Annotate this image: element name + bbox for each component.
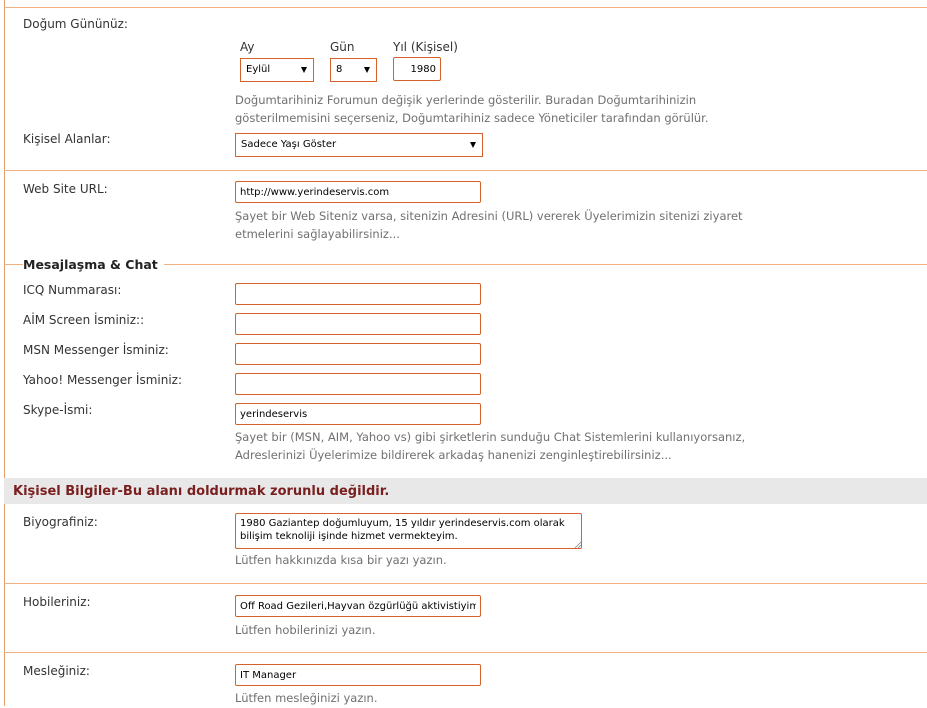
chevron-down-icon	[301, 67, 307, 73]
hobbies-input[interactable]	[235, 595, 481, 617]
day-label: Gün	[330, 40, 355, 54]
separator	[4, 652, 927, 653]
personal-section-title: Kişisel Bilgiler-Bu alanı doldurmak zorunlu değildir.	[13, 484, 390, 499]
bio-help: Lütfen hakkınızda kısa bir yazı yazın.	[235, 553, 447, 567]
resize-grip-icon[interactable]	[574, 541, 581, 548]
messaging-help-line1: Şayet bir (MSN, AIM, Yahoo vs) gibi şirketlerin sunduğu Chat Sistemlerini kullanıyorsanız,	[235, 430, 746, 444]
birthday-help-line2: gösterilmemisini seçerseniz, Doğumtarihiniz sadece Yöneticiler tarafından görülür.	[235, 111, 709, 125]
icq-label: ICQ Nummarası:	[23, 283, 122, 297]
private-fields-select[interactable]	[235, 133, 483, 157]
month-select[interactable]	[240, 58, 314, 82]
website-help-line1: Şayet bir Web Siteniz varsa, sitenizin Adresini (URL) vererek Üyelerimizin sitenizi ziyaret	[235, 209, 743, 223]
msn-label: MSN Messenger İsminiz:	[23, 343, 169, 357]
private-fields-value: Sadece Yaşı Göster	[241, 139, 337, 150]
messaging-section-title: Mesajlaşma & Chat	[23, 257, 164, 272]
aim-label: AİM Screen İsminiz::	[23, 313, 145, 327]
year-input[interactable]	[393, 57, 441, 81]
job-label: Mesleğiniz:	[23, 664, 90, 678]
chevron-down-icon	[470, 142, 476, 148]
year-label: Yıl (Kişisel)	[393, 40, 458, 54]
website-input[interactable]	[235, 181, 481, 203]
icq-input[interactable]	[235, 283, 481, 305]
hobbies-help: Lütfen hobilerinizi yazın.	[235, 623, 376, 637]
website-label: Web Site URL:	[23, 182, 108, 196]
separator	[4, 170, 927, 171]
separator	[4, 7, 927, 8]
job-input[interactable]	[235, 664, 481, 686]
job-help: Lütfen mesleğinizi yazın.	[235, 691, 378, 705]
messaging-help-line2: Adreslerinizi Üyelerimize bildirerek arkadaş hanenizi zenginleştirebilirsiniz...	[235, 448, 672, 462]
day-select-value: 8	[336, 64, 343, 75]
msn-input[interactable]	[235, 343, 481, 365]
birthday-help-line1: Doğumtarihiniz Forumun değişik yerlerinde gösterilir. Buradan Doğumtarihinizin	[235, 93, 697, 107]
month-select-value: Eylül	[246, 64, 271, 75]
left-border	[4, 0, 5, 706]
separator	[4, 583, 927, 584]
birthday-label: Doğum Gününüz:	[23, 17, 128, 31]
skype-input[interactable]	[235, 403, 481, 425]
private-fields-label: Kişisel Alanlar:	[23, 132, 111, 146]
bio-textarea[interactable]	[235, 513, 582, 549]
skype-label: Skype-İsmi:	[23, 403, 93, 417]
aim-input[interactable]	[235, 313, 481, 335]
yahoo-input[interactable]	[235, 373, 481, 395]
hobbies-label: Hobileriniz:	[23, 595, 91, 609]
website-help-line2: etmelerini sağlayabilirsiniz...	[235, 227, 400, 241]
bio-label: Biyografiniz:	[23, 515, 98, 529]
day-select[interactable]	[330, 58, 377, 82]
chevron-down-icon	[364, 67, 370, 73]
month-label: Ay	[240, 40, 255, 54]
yahoo-label: Yahoo! Messenger İsminiz:	[23, 373, 183, 387]
